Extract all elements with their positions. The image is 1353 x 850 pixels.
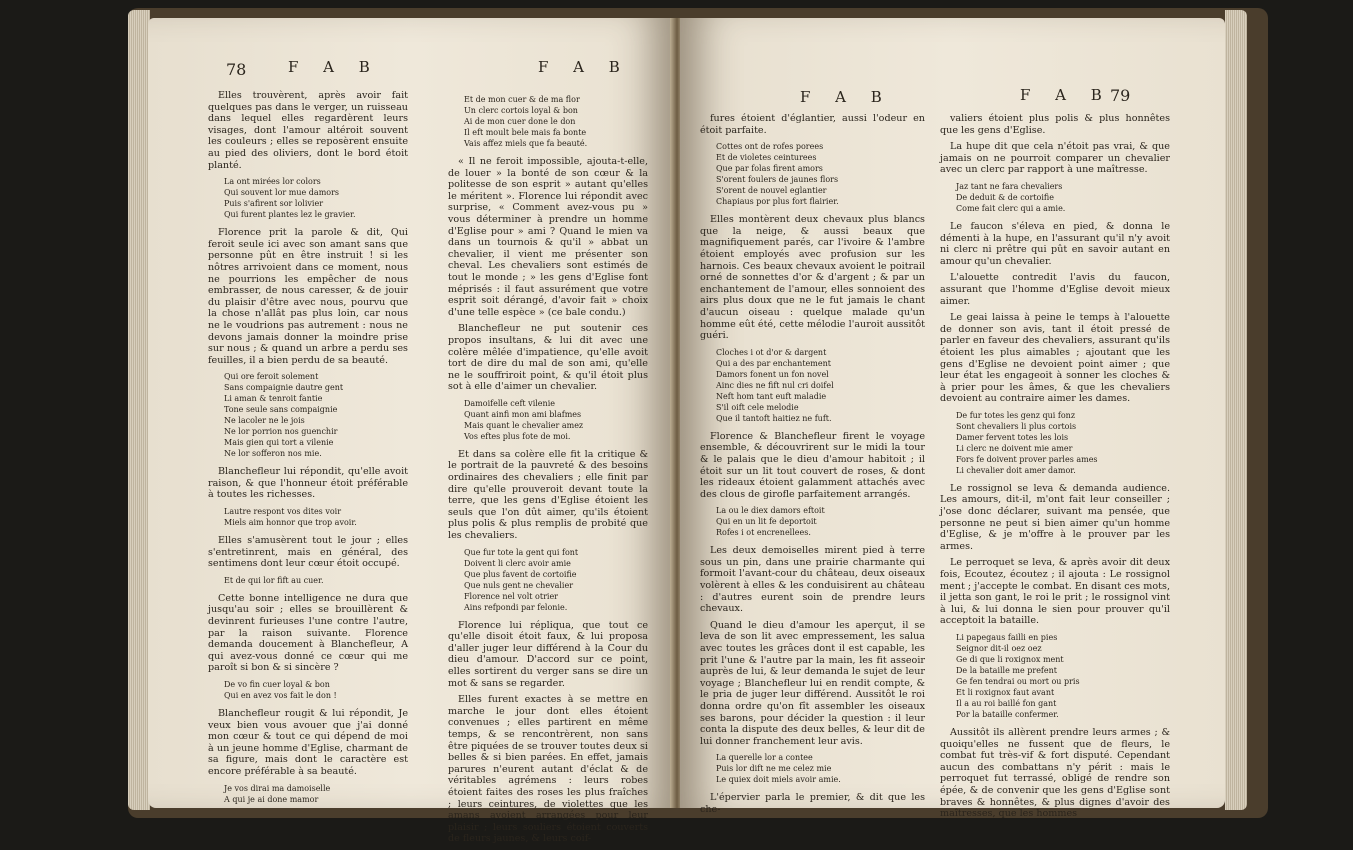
paragraph: Le rossignol se leva & demanda audience. Les amours, dit-il, m'ont fait leur conseiller ; j'ose donc déclarer, suivant ma pensée, que personne ne peut si bien aimer qu'un homme d'Eglise, & je m'offre à le prouver par les armes. <box>940 482 1170 552</box>
verse-line: De fur totes les genz qui fonz <box>956 410 1076 420</box>
verse-line: De deduit & de cortoifie <box>956 192 1054 202</box>
verse-quote <box>224 783 408 805</box>
paragraph: Aussitôt ils allèrent prendre leurs armes ; & quoiqu'elles ne fussent que de fleurs, le combat fut très-vif & fort disputé. Cependant aucun des combattans n'y périt : mais le perroquet fut terrassé, obligé de rendre son épée, & de convenir que les gens d'Eglise sont braves & honnêtes, & plus dignes d'avoir des maîtresses, que les hommes <box>940 727 1170 820</box>
verse-quote <box>716 505 925 538</box>
verse-line: Ne lor sofferon nos mie. <box>224 449 322 459</box>
verse-line: Qui souvent lor mue damors <box>224 188 340 198</box>
paragraph: Elles s'amusèrent tout le jour ; elles s'entretinrent, mais en général, des sentimens dont leur cœur étoit occupé. <box>208 535 408 570</box>
right-page-column-2 <box>940 113 1170 825</box>
verse-quote <box>956 410 1170 476</box>
left-page-column-1 <box>208 90 408 812</box>
verse-line: Le quiex doit miels avoir amie. <box>716 775 841 785</box>
paragraph: Blanchefleur ne put soutenir ces propos insultans, & lui dit avec une colère mêlée d'impatience, qu'elle avoit tort de dire du mal de son ami, qu'elle ne le souffriroit point, & qu'il étoit plus sot à elle d'aimer un chevalier. <box>448 323 648 393</box>
verse-line: Vais affez miels que fa beauté. <box>464 139 588 148</box>
verse-line: Fors fe doivent prover parles ames <box>956 454 1098 464</box>
verse-line: Damors fonent un fon novel <box>716 369 829 379</box>
verse-quote <box>464 94 648 149</box>
verse-line: Mais quant le chevalier amez <box>464 420 584 430</box>
running-head-right-col: F A B <box>538 58 630 76</box>
verse-line: Mais gien qui tort a vilenie <box>224 438 334 448</box>
verse-line: Lautre respont vos dites voir <box>224 507 342 517</box>
verse-line: Seignor dit-il oez oez <box>956 644 1042 653</box>
verse-line: Damoifelle ceft vilenie <box>464 398 555 408</box>
verse-line: Qui a des par enchantement <box>716 358 831 368</box>
paragraph: L'alouette contredit l'avis du faucon, assurant que l'homme d'Eglise devoit mieux aimer. <box>940 272 1170 307</box>
verse-line: Qui en avez vos fait le don ! <box>224 691 337 700</box>
verse-line: Et de mon cuer & de ma flor <box>464 95 580 104</box>
verse-line: S'orent de nouvel eglantier <box>716 186 827 196</box>
right-page-edges <box>1225 10 1247 810</box>
paragraph: valiers étoient plus polis & plus honnêtes que les gens d'Eglise. <box>940 113 1170 136</box>
verse-line: Li clerc ne doivent mie amer <box>956 443 1073 453</box>
verse-quote <box>956 632 1170 720</box>
paragraph: Florence & Blanchefleur firent le voyage ensemble, & découvrirent sur le midi la tour & le palais que le dieu d'amour habitoit ; il étoit sur un lit tout couvert de roses, & dont les rideaux étoient galamment attachés avec des clous de girofle parfaitement arrangés. <box>700 430 925 500</box>
verse-quote <box>956 181 1170 214</box>
verse-line: Doivent li clerc avoir amie <box>464 558 571 568</box>
verse-line: Ge fen tendrai ou mort ou pris <box>956 677 1080 686</box>
verse-line: Que par folas firent amors <box>716 164 823 174</box>
paragraph: Le geai laissa à peine le temps à l'alouette de donner son avis, tant il étoit pressé de parler en faveur des chevaliers, assurant qu'ils étoient les plus aimables ; ajoutant que les gens d'Eglise ne devoient point aimer ; que leur état les engageoit à sonner les cloches & à prier pour les âmes, & que les chevaliers devoient au contraire aimer les dames. <box>940 312 1170 405</box>
verse-line: Neft hom tant euft maladie <box>716 391 827 401</box>
verse-line: Et li roxignox faut avant <box>956 688 1055 697</box>
verse-line: La ont mirées lor colors <box>224 177 321 187</box>
right-page-column-1 <box>700 113 925 821</box>
verse-line: Tone seule sans compaignie <box>224 405 338 415</box>
left-page-column-2 <box>448 90 648 850</box>
verse-line: Li chevalier doit amer damor. <box>956 465 1076 475</box>
verse-line: Cloches i ot d'or & dargent <box>716 347 827 357</box>
verse-line: Damer fervent totes les lois <box>956 432 1069 442</box>
verse-line: Vos eftes plus fote de moi. <box>464 431 571 441</box>
paragraph: Elles montèrent deux chevaux plus blancs que la neige, & aussi beaux que magnifiquement parés, car l'ivoire & l'ambre étoient employés avec profusion sur les harnois. Ces beaux chevaux avoient le poitrail orné de sonnettes d'or & d'argent ; & par un enchantement de l'amour, elles sonnoient des airs plus doux que ne le fut jamais le chant d'aucun oiseau : quelque malade qu'un homme eût été, cette mélodie l'auroit aussitôt guéri. <box>700 214 925 342</box>
paragraph: Le perroquet se leva, & après avoir dit deux fois, Ecoutez, écoutez ; il ajouta : Le rossignol ment ; j'accepte le combat. En disant ces mots, il jetta son gant, le roi le prit ; le rossignol vint à lui, & lui donna le sien pour prouver qu'il acceptoit la bataille. <box>940 557 1170 627</box>
verse-line: Li aman & tenroit fantie <box>224 394 323 404</box>
verse-line: S'il oift cele melodie <box>716 402 799 412</box>
verse-line: Et de violetes ceinturees <box>716 153 817 163</box>
paragraph: Le faucon s'éleva en pied, & donna le démenti à la hupe, en l'assurant qu'il n'y avoit ni clerc ni prêtre qui pût en savoir autant en amour qu'un chevalier. <box>940 220 1170 267</box>
paragraph: Quand le dieu d'amour les aperçut, il se leva de son lit avec empressement, les salua avec toutes les grâces dont il est capable, les prit l'une & l'autre par la main, les fit asseoir auprès de lui, & leur demanda le sujet de leur voyage ; Blanchefleur lui en rendit compte, & le pria de juger leur différend. Aussitôt le roi donna ordre qu'on fît assembler les oiseaux ses barons, pour décider la question : il leur conta la dispute des deux belles, & leur dit de lui donner franchement leur avis. <box>700 619 925 747</box>
paragraph: Florence lui répliqua, que tout ce qu'elle disoit étoit faux, & lui proposa d'aller juger leur différend à la Cour du dieu d'amour. D'accord sur ce point, elles sortirent du verger sans se dire un mot & sans se regarder. <box>448 619 648 689</box>
verse-line: La ou le diex damors eftoit <box>716 506 825 516</box>
verse-line: Puis s'afirent sor lolivier <box>224 199 324 209</box>
paragraph: Florence prit la parole & dit, Qui feroit seule ici avec son amant sans que personne pût en être instruit ! si les nôtres arrivoient dans ce moment, nous ne pourrions les empêcher de nous embrasser, de nous caresser, & de jouir du plaisir d'être avec nous, pourvu que la chose n'allât pas plus loin, car nous ne le voudrions pas autrement : nous ne devons jamais donner la moindre prise sur nous ; & quand un arbre a perdu ses feuilles, il a bien perdu de sa beauté. <box>208 227 408 366</box>
verse-quote <box>716 141 925 207</box>
verse-line: Jaz tant ne fara chevaliers <box>956 181 1063 191</box>
verse-line: Que nuls gent ne chevalier <box>464 580 574 590</box>
verse-line: Et de qui lor fift au cuer. <box>224 575 324 585</box>
verse-line: Que fur tote la gent qui font <box>464 547 579 557</box>
verse-line: Que il tantoft haitiez ne fuft. <box>716 413 832 423</box>
paragraph: La hupe dit que cela n'étoit pas vrai, & que jamais on ne pourroit comparer un chevalier avec un clerc par rapport à une maîtresse. <box>940 141 1170 176</box>
running-head-right-col-right-page: F A B <box>1020 86 1112 104</box>
verse-line: Ne lacoler ne le jois <box>224 416 305 426</box>
verse-line: Florence nel volt otrier <box>464 591 559 601</box>
verse-line: Ai de mon cuer done le don <box>464 117 576 126</box>
paragraph: Elles furent exactes à se mettre en marche le jour dont elles étoient convenues ; elles partirent en même temps, & se rencontrèrent, non sans être piquées de se trouver toutes deux si belles & si bien parées. En effet, jamais parures n'eurent autant d'éclat & de véritables agrémens : leurs robes étoient faites des roses les plus fraîches ; leurs ceintures, de violettes que les amans avoient arrangées pour leur plaisir ; leurs souliers étoient couverts de fleurs jaunes, & leurs coif- <box>448 694 648 845</box>
verse-line: Qui furent plantes lez le gravier. <box>224 210 356 220</box>
verse-quote <box>716 347 925 424</box>
verse-line: Je vos dirai ma damoiselle <box>224 783 331 793</box>
verse-quote <box>224 575 408 586</box>
verse-quote <box>224 176 408 220</box>
running-head-left-col: F A B <box>288 58 380 76</box>
page-number-right: 79 <box>1110 86 1131 105</box>
verse-line: Un clerc cortois loyal & bon <box>464 106 578 115</box>
verse-quote <box>224 679 408 701</box>
verse-line: Ains refpondi par felonie. <box>464 602 568 612</box>
right-page <box>680 18 1225 820</box>
verse-quote <box>464 547 648 613</box>
paragraph: Et dans sa colère elle fit la critique & le portrait de la pauvreté & des besoins ordinaires des chevaliers ; elle finit par dire qu'elle prouveroit devant toute la terre, que les gens d'Eglise étoient les seuls que l'on dût aimer, qu'ils étoient plus polis & plus remplis de probité que les chevaliers. <box>448 448 648 542</box>
verse-line: Miels aim honnor que trop avoir. <box>224 518 357 528</box>
verse-line: Por la bataille confermer. <box>956 710 1059 719</box>
verse-line: Li papegaus failli en pies <box>956 633 1058 642</box>
verse-line: Il eft moult bele mais fa bonte <box>464 128 587 137</box>
paragraph: Cette bonne intelligence ne dura que jusqu'au soir ; elles se brouillèrent & devinrent furieuses l'une contre l'autre, par la raison suivante. Florence demanda doucement à Blanchefleur, A qui avez-vous donné ce cœur qui me paroît si bon & si sincère ? <box>208 592 408 674</box>
verse-quote <box>224 371 408 459</box>
verse-line: De la bataille me prefent <box>956 666 1057 675</box>
verse-line: Sans compaignie dautre gent <box>224 383 344 393</box>
verse-line: Qui ore feroit solement <box>224 372 319 382</box>
paragraph: « Il ne feroit impossible, ajouta-t-elle, de louer » la bonté de son cœur & la politesse de son esprit » autant qu'elles le méritent ». Florence lui répondit avec surprise, « Comment avez-vous pu » vous déterminer à prendre un homme d'Eglise pour » ami ? Quand le mien va dans un tournois & qu'il » abbat un chevalier, il vient me présenter son cheval. Les chevaliers sont estimés de tout le monde ; » les gens d'Eglise font méprisés : il faut assurément que votre esprit soit dérangé, d'avoir fait » choix d'une telle espèce » (ce bale condu.) <box>448 156 648 318</box>
verse-line: Chapiaus por plus fort flairier. <box>716 197 839 207</box>
left-page <box>148 18 673 845</box>
verse-line: Sont chevaliers li plus cortois <box>956 421 1077 431</box>
verse-line: Qui en un lit fe deportoit <box>716 517 817 527</box>
paragraph: Les deux demoiselles mirent pied à terre sous un pin, dans une prairie charmante qui formoit l'avant-cour du château, deux oiseaux volèrent à elles & les conduisirent au château : d'autres eurent soin de prendre leurs chevaux. <box>700 545 925 615</box>
verse-line: La querelle lor a contee <box>716 753 813 763</box>
verse-line: Ainc dies ne fift nul cri doifel <box>716 380 834 390</box>
paragraph: L'épervier parla le premier, & dit que les che- <box>700 792 925 815</box>
paragraph: Blanchefleur lui répondit, qu'elle avoit raison, & que l'honneur étoit préférable à toutes les richesses. <box>208 466 408 501</box>
running-head-left-col-right-page: F A B <box>800 88 892 106</box>
paragraph: Blanchefleur rougit & lui répondit, Je veux bien vous avouer que j'ai donné mon cœur & tout ce qui dépend de moi à un jeune homme d'Eglise, charmant de sa figure, mais dont le caractère est encore préférable à sa beauté. <box>208 708 408 777</box>
verse-line: A qui je ai done mamor <box>224 794 319 804</box>
verse-line: Quant ainfi mon ami blafmes <box>464 409 582 419</box>
verse-line: Il a au roi baillé fon gant <box>956 699 1057 708</box>
left-page-edges <box>128 10 150 810</box>
verse-line: Cottes ont de rofes porees <box>716 142 824 152</box>
verse-line: S'orent foulers de jaunes flors <box>716 175 839 185</box>
verse-quote <box>224 506 408 528</box>
verse-quote <box>716 752 925 785</box>
verse-quote <box>464 398 648 442</box>
paragraph: fures étoient d'églantier, aussi l'odeur en étoit parfaite. <box>700 113 925 136</box>
verse-line: De vo fin cuer loyal & bon <box>224 680 330 689</box>
verse-line: Ne lor porrion nos guenchir <box>224 427 338 437</box>
verse-line: Ge di que li roxignox ment <box>956 655 1064 664</box>
paragraph: Elles trouvèrent, après avoir fait quelques pas dans le verger, un ruisseau dans lequel elles regardèrent leurs visages, dont l'amour altéroit souvent les couleurs ; elles se reposèrent ensuite au pied des oliviers, dont le bord étoit planté. <box>208 90 408 171</box>
verse-line: Puis lor dift ne me celez mie <box>716 764 832 774</box>
page-number-left: 78 <box>226 60 247 79</box>
verse-line: Que plus favent de cortoifie <box>464 569 577 579</box>
verse-line: Come fait clerc qui a amie. <box>956 203 1066 213</box>
verse-line: Rofes i ot encrenellees. <box>716 528 811 538</box>
